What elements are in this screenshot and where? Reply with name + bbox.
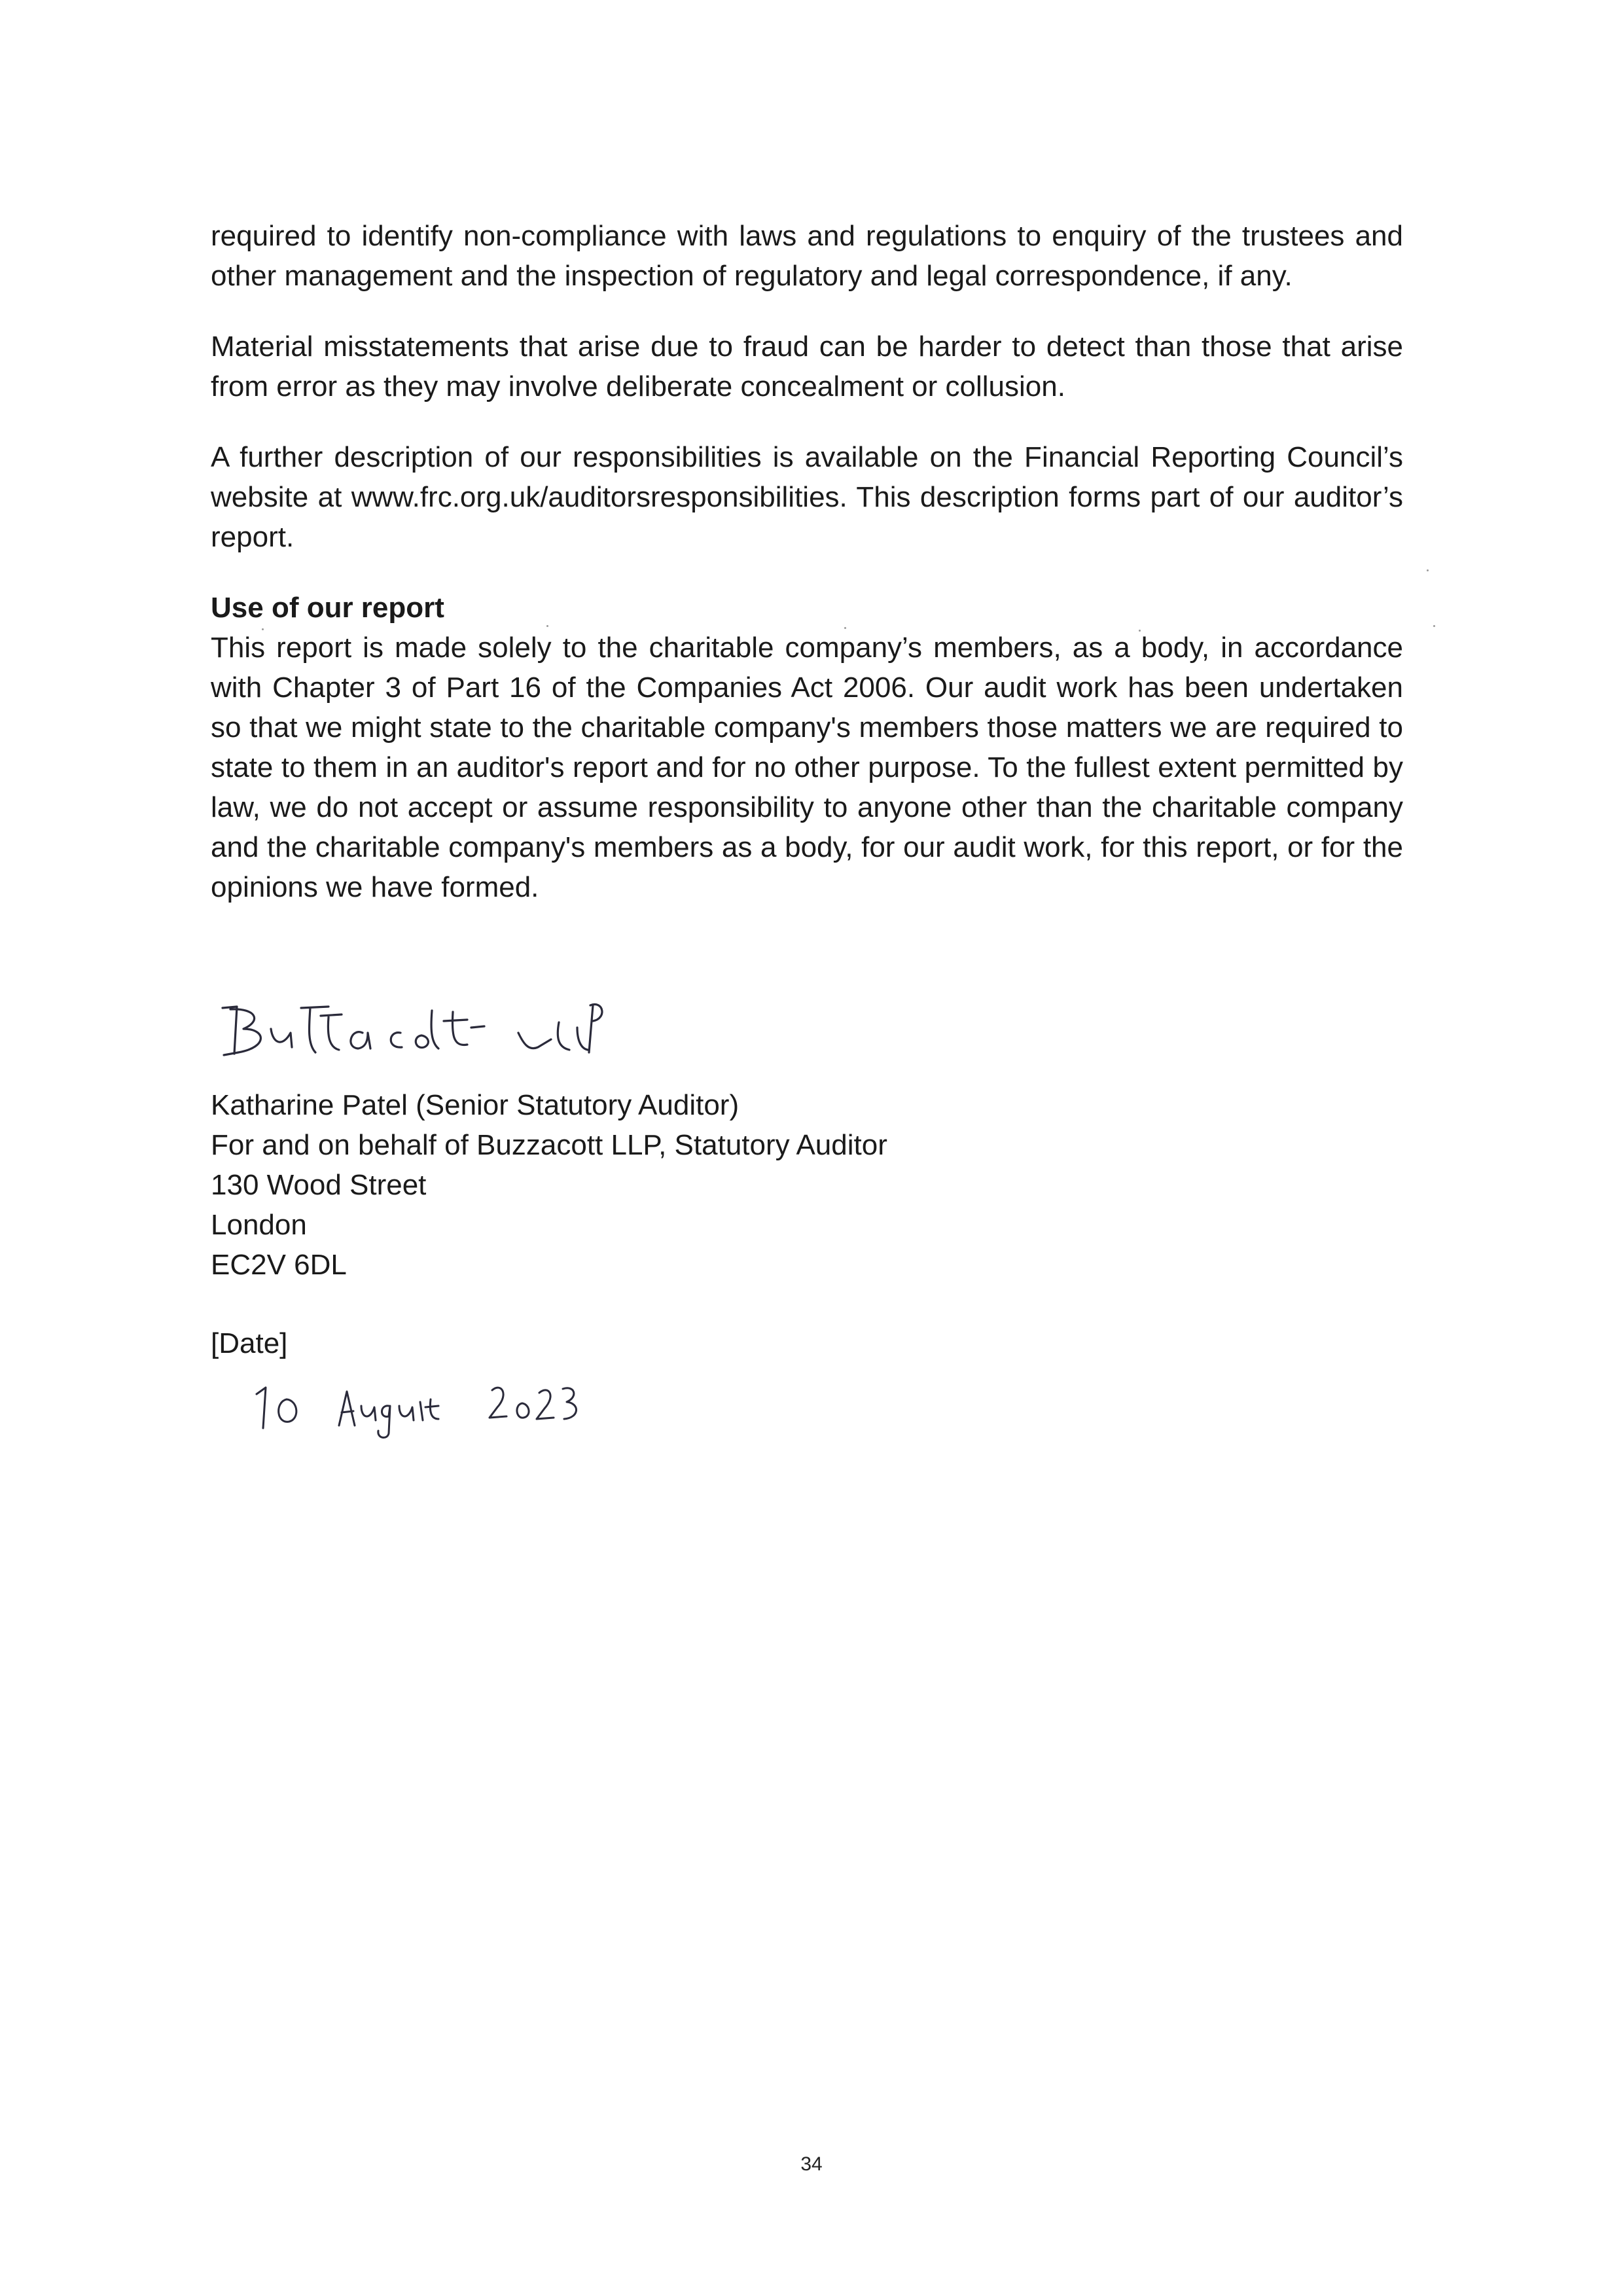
handwritten-signature bbox=[211, 982, 708, 1080]
signer-name: Katharine Patel (Senior Statutory Auditor) bbox=[211, 1089, 740, 1121]
address-line-postcode: EC2V 6DL bbox=[211, 1249, 347, 1281]
scan-speck bbox=[262, 628, 264, 630]
report-body bbox=[211, 216, 1403, 907]
section-heading-use-of-report: Use of our report bbox=[211, 592, 444, 624]
scan-speck bbox=[546, 625, 548, 627]
paragraph-fraud: Material misstatements that arise due to fraud can be harder to detect than those that arise from error as they may involve deliberate concealment or collusion. bbox=[211, 331, 1403, 403]
scan-speck bbox=[1433, 625, 1435, 627]
paragraph-frc: A further description of our responsibilities is available on the Financial Reporting Council’s website at www.frc.org.uk/auditorsresponsibilities. This description forms part of our auditor’s report. bbox=[211, 441, 1403, 553]
scan-speck bbox=[1139, 630, 1141, 632]
signer-behalf: For and on behalf of Buzzacott LLP, Statutory Auditor bbox=[211, 1129, 887, 1161]
scan-speck bbox=[844, 627, 846, 629]
date-label: [Date] bbox=[211, 1327, 288, 1359]
signer-block bbox=[211, 1085, 887, 1285]
page-number: 34 bbox=[800, 2153, 823, 2175]
paragraph-use-of-report: This report is made solely to the charitable company’s members, as a body, in accordance with Chapter 3 of Part 16 of the Companies Act 2006. Our audit work has been undertaken so that we might state to the charitable company's members those matters we are required to state to them in an auditor's report and for no other purpose. To the fullest extent permitted by law, we do not accept or assume responsibility to anyone other than the charitable company and the charitable company's members as a body, for our audit work, for this report, or for the opinions we have formed. bbox=[211, 632, 1403, 903]
handwritten-date bbox=[249, 1368, 641, 1440]
address-line-city: London bbox=[211, 1209, 307, 1241]
paragraph-compliance: required to identify non-compliance with laws and regulations to enquiry of the trustees and other management and the inspection of regulatory and legal correspondence, if any. bbox=[211, 220, 1403, 292]
address-line-street: 130 Wood Street bbox=[211, 1169, 427, 1201]
scan-speck bbox=[1427, 569, 1429, 571]
